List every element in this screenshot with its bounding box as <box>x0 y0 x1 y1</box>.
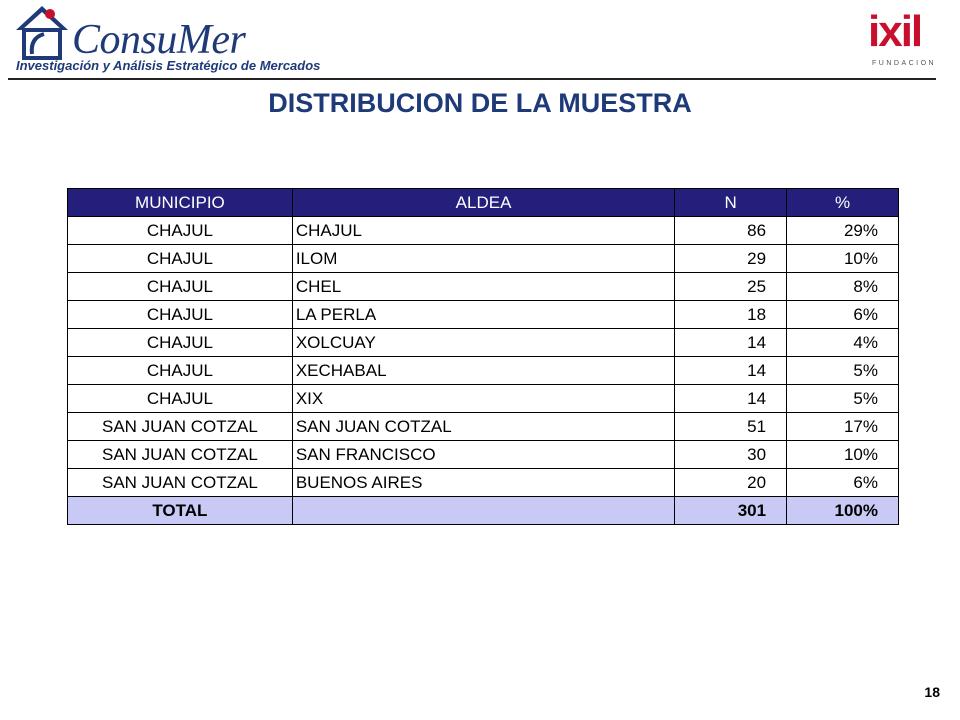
table-row <box>68 217 899 245</box>
cell-n: 14 <box>675 329 787 357</box>
cell-municipio: CHAJUL <box>68 301 293 329</box>
total-label: TOTAL <box>68 497 293 525</box>
consumer-logo <box>10 0 321 80</box>
column-header-aldea: ALDEA <box>292 189 674 217</box>
cell-n: 20 <box>675 469 787 497</box>
total-percent: 100% <box>787 497 899 525</box>
cell-n: 86 <box>675 217 787 245</box>
column-header-n: N <box>675 189 787 217</box>
ixil-logo <box>868 8 938 72</box>
cell-n: 29 <box>675 245 787 273</box>
cell-municipio: CHAJUL <box>68 217 293 245</box>
cell-n: 30 <box>675 441 787 469</box>
cell-n: 14 <box>675 385 787 413</box>
sample-distribution-table <box>67 188 899 525</box>
table-row <box>68 441 899 469</box>
ixil-logo-word: ixil <box>868 7 922 56</box>
cell-percent: 5% <box>787 357 899 385</box>
table-row <box>68 245 899 273</box>
cell-percent: 4% <box>787 329 899 357</box>
cell-percent: 10% <box>787 441 899 469</box>
cell-aldea: SAN JUAN COTZAL <box>292 413 674 441</box>
cell-municipio: CHAJUL <box>68 385 293 413</box>
house-icon <box>10 2 74 62</box>
column-header-municipio: MUNICIPIO <box>68 189 293 217</box>
cell-aldea: ILOM <box>292 245 674 273</box>
cell-percent: 8% <box>787 273 899 301</box>
cell-municipio: SAN JUAN COTZAL <box>68 469 293 497</box>
cell-municipio: CHAJUL <box>68 245 293 273</box>
table-row <box>68 273 899 301</box>
cell-municipio: CHAJUL <box>68 273 293 301</box>
cell-municipio: SAN JUAN COTZAL <box>68 413 293 441</box>
cell-percent: 17% <box>787 413 899 441</box>
cell-aldea: CHEL <box>292 273 674 301</box>
header-divider <box>8 78 936 80</box>
cell-n: 51 <box>675 413 787 441</box>
cell-aldea: SAN FRANCISCO <box>292 441 674 469</box>
table-row <box>68 385 899 413</box>
cell-aldea: BUENOS AIRES <box>292 469 674 497</box>
total-row <box>68 497 899 525</box>
page-title: DISTRIBUCION DE LA MUESTRA <box>268 88 692 118</box>
cell-aldea: XIX <box>292 385 674 413</box>
consumer-tagline: Investigación y Análisis Estratégico de Mercados <box>16 58 321 73</box>
cell-percent: 29% <box>787 217 899 245</box>
cell-percent: 6% <box>787 469 899 497</box>
table-row <box>68 357 899 385</box>
cell-n: 18 <box>675 301 787 329</box>
table-header-row <box>68 189 899 217</box>
table-row <box>68 329 899 357</box>
total-aldea <box>292 497 674 525</box>
table-row <box>68 301 899 329</box>
cell-percent: 5% <box>787 385 899 413</box>
cell-aldea: XECHABAL <box>292 357 674 385</box>
consumer-logo-word: ConsuMer <box>72 17 246 63</box>
cell-n: 14 <box>675 357 787 385</box>
ixil-logo-subtitle: FUNDACION <box>872 60 937 67</box>
cell-aldea: XOLCUAY <box>292 329 674 357</box>
cell-aldea: LA PERLA <box>292 301 674 329</box>
cell-municipio: CHAJUL <box>68 357 293 385</box>
cell-municipio: SAN JUAN COTZAL <box>68 441 293 469</box>
table-row <box>68 469 899 497</box>
cell-n: 25 <box>675 273 787 301</box>
cell-municipio: CHAJUL <box>68 329 293 357</box>
cell-percent: 6% <box>787 301 899 329</box>
page-number: 18 <box>924 684 940 700</box>
cell-aldea: CHAJUL <box>292 217 674 245</box>
column-header-percent: % <box>787 189 899 217</box>
total-n: 301 <box>675 497 787 525</box>
table-row <box>68 413 899 441</box>
cell-percent: 10% <box>787 245 899 273</box>
